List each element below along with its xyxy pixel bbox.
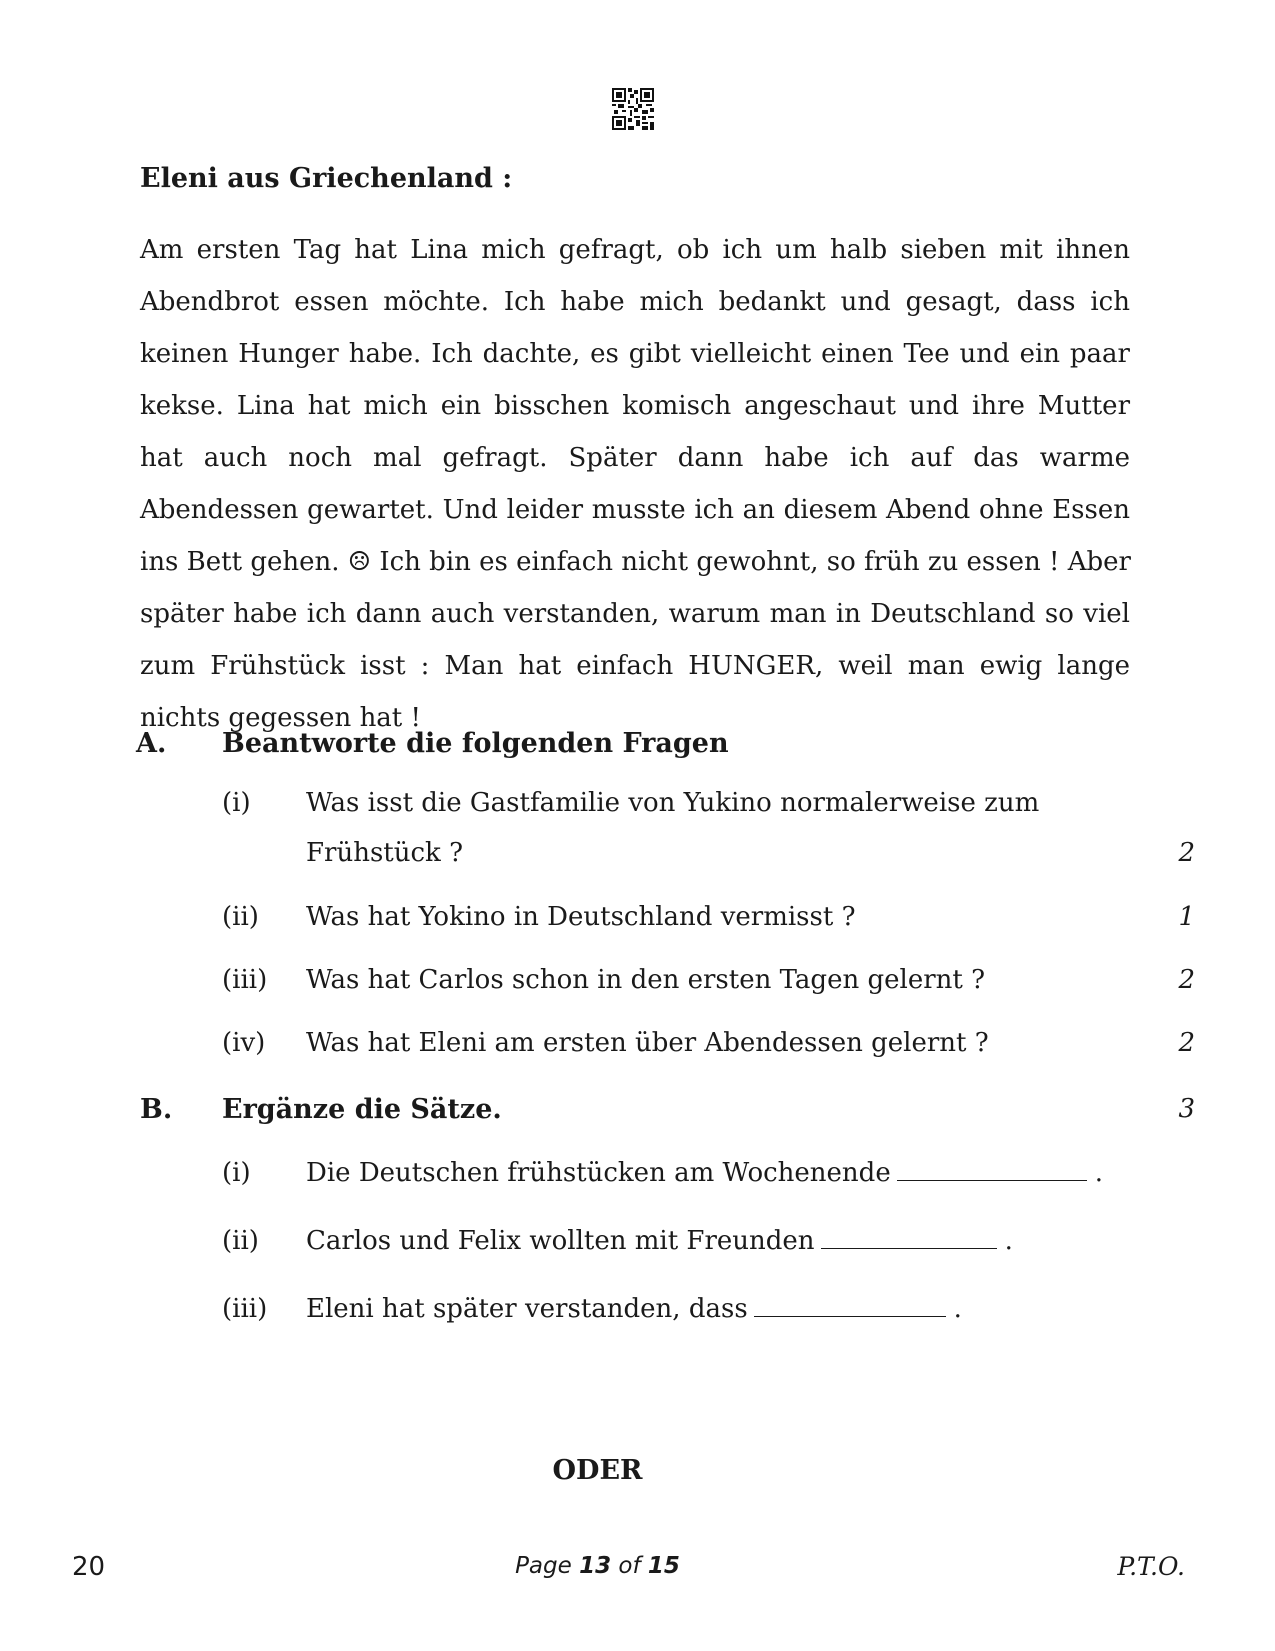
part-a-title: Beantworte die folgenden Fragen <box>222 728 729 759</box>
question-text: Was hat Yokino in Deutschland vermisst ? <box>306 902 856 932</box>
paragraph-line: Abendbrot essen möchte. Ich habe mich bedankt und gesagt, dass ich <box>140 287 1130 317</box>
sentence-end: . <box>953 1294 962 1324</box>
question-text-continued: Frühstück ? <box>306 838 464 868</box>
fill-in-sentence <box>306 1158 1103 1188</box>
paragraph-line: keinen Hunger habe. Ich dachte, es gibt vielleicht einen Tee und ein paar <box>140 339 1130 369</box>
fill-in-sentence <box>306 1226 1013 1256</box>
answer-blank <box>754 1296 946 1317</box>
question-marks: 2 <box>1178 838 1195 868</box>
part-a-label: A. <box>136 728 167 759</box>
part-b-marks: 3 <box>1178 1094 1195 1124</box>
sentence-end: . <box>1094 1158 1103 1188</box>
paragraph-line: kekse. Lina hat mich ein bisschen komisch angeschaut und ihre Mutter <box>140 391 1130 421</box>
oder-separator: ODER <box>552 1455 643 1486</box>
paragraph-line: später habe ich dann auch verstanden, warum man in Deutschland so viel <box>140 599 1130 629</box>
paragraph-line: hat auch noch mal gefragt. Später dann habe ich auf das warme <box>140 443 1130 473</box>
question-marks: 1 <box>1178 902 1195 932</box>
question-number: (iv) <box>222 1028 266 1058</box>
question-text: Was hat Eleni am ersten über Abendessen gelernt ? <box>306 1028 989 1058</box>
page-total: 15 <box>647 1553 680 1579</box>
question-text: Was isst die Gastfamilie von Yukino normalerweise zum <box>306 788 1040 818</box>
question-number: (i) <box>222 788 251 818</box>
paragraph-line: ins Bett gehen. ☹ Ich bin es einfach nicht gewohnt, so früh zu essen ! Aber <box>140 547 1131 577</box>
page-indicator <box>0 1553 1195 1579</box>
qr-code-icon <box>612 88 654 130</box>
page-prefix: Page <box>515 1553 572 1579</box>
answer-blank <box>821 1228 997 1249</box>
paper-code: 20 <box>72 1552 106 1582</box>
page-of: of <box>618 1553 641 1579</box>
question-marks: 2 <box>1178 1028 1195 1058</box>
page-current: 13 <box>579 1553 612 1579</box>
sentence-text: Die Deutschen frühstücken am Wochenende <box>306 1158 891 1188</box>
question-marks: 2 <box>1178 965 1195 995</box>
question-text: Was hat Carlos schon in den ersten Tagen gelernt ? <box>306 965 986 995</box>
sentence-number: (ii) <box>222 1226 259 1256</box>
paragraph-line: nichts gegessen hat ! <box>140 703 421 733</box>
answer-blank <box>897 1160 1087 1181</box>
part-b-title: Ergänze die Sätze. <box>222 1094 502 1125</box>
sentence-end: . <box>1004 1226 1013 1256</box>
sentence-text: Eleni hat später verstanden, dass <box>306 1294 748 1324</box>
sentence-text: Carlos und Felix wollten mit Freunden <box>306 1226 815 1256</box>
question-number: (iii) <box>222 965 268 995</box>
section-heading: Eleni aus Griechenland : <box>140 163 513 194</box>
sentence-number: (i) <box>222 1158 251 1188</box>
reading-paragraph <box>140 224 1130 744</box>
paragraph-line: Am ersten Tag hat Lina mich gefragt, ob ich um halb sieben mit ihnen <box>140 235 1130 265</box>
paragraph-line: Abendessen gewartet. Und leider musste ich an diesem Abend ohne Essen <box>140 495 1130 525</box>
question-number: (ii) <box>222 902 259 932</box>
part-b-label: B. <box>140 1094 173 1125</box>
please-turn-over: P.T.O. <box>1117 1552 1185 1581</box>
fill-in-sentence <box>306 1294 962 1324</box>
sentence-number: (iii) <box>222 1294 268 1324</box>
paragraph-line: zum Frühstück isst : Man hat einfach HUNGER, weil man ewig lange <box>140 651 1130 681</box>
